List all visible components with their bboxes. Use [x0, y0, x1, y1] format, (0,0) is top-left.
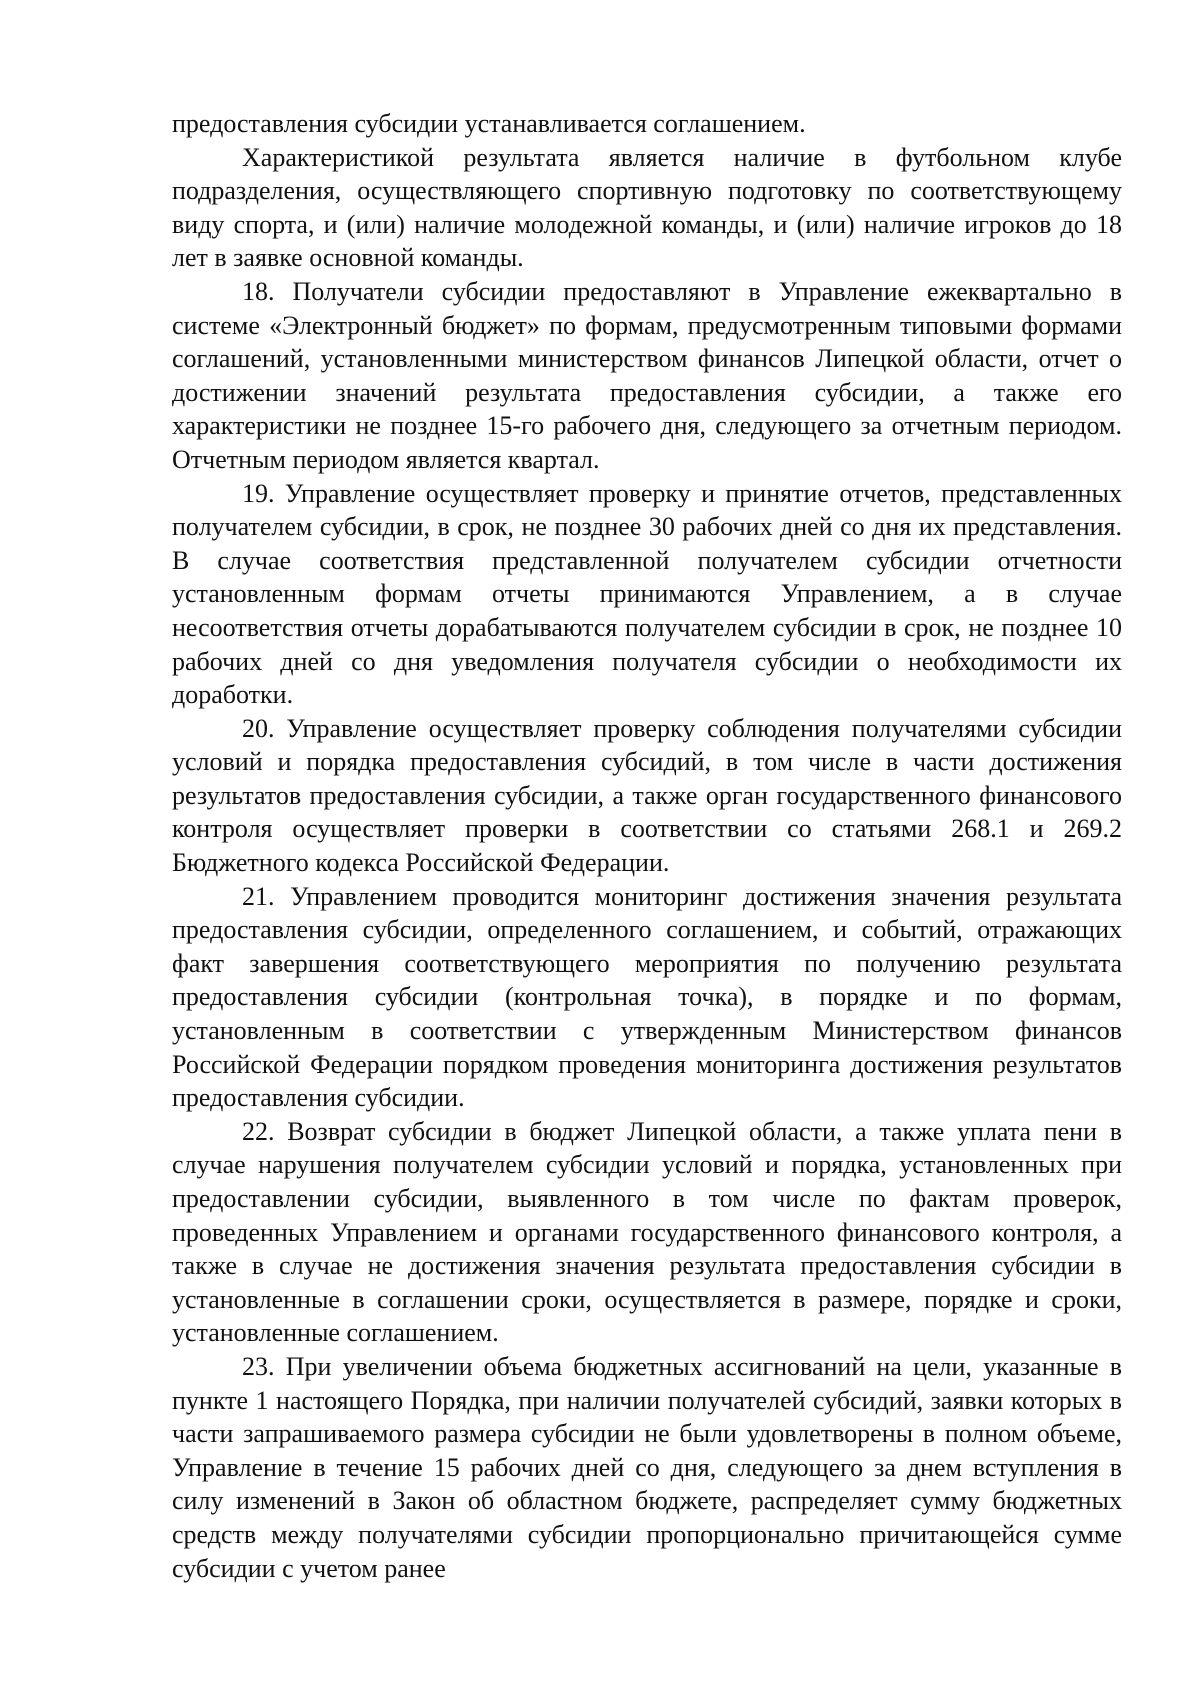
paragraph-18: 18. Получатели субсидии предоставляют в Управление ежеквартально в системе «Электронный бюджет» по формам, предусмотренным типовыми формами соглашений, установленными министерством финансов Липецкой области, отчет о достижении значений результата предоставления субсидии, а также его характеристики не позднее 15-го рабочего дня, следующего за отчетным периодом. Отчетным периодом является квартал.: [172, 276, 1122, 474]
document-body: [172, 107, 1122, 1585]
paragraph-19: 19. Управление осуществляет проверку и принятие отчетов, представленных получателем субсидии, в срок, не позднее 30 рабочих дней со дня их представления. В случае соответствия представленной получателем субсидии отчетности установленным формам отчеты принимаются Управлением, а в случае несоответствия отчеты дорабатываются получателем субсидии в срок, не позднее 10 рабочих дней со дня уведомления получателя субсидии о необходимости их доработки.: [172, 478, 1122, 710]
paragraph-23: 23. При увеличении объема бюджетных ассигнований на цели, указанные в пункте 1 настоящего Порядка, при наличии получателей субсидий, заявки которых в части запрашиваемого размера субсидии не были удовлетворены в полном объеме, Управление в течение 15 рабочих дней со дня, следующего за днем вступления в силу изменений в Закон об областном бюджете, распределяет сумму бюджетных средств между получателями субсидии пропорционально причитающейся сумме субсидии с учетом ранее: [172, 1351, 1122, 1583]
paragraph-20: 20. Управление осуществляет проверку соблюдения получателями субсидии условий и порядка предоставления субсидий, в том числе в части достижения результатов предоставления субсидии, а также орган государственного финансового контроля осуществляет проверки в соответствии со статьями 268.1 и 269.2 Бюджетного кодекса Российской Федерации.: [172, 713, 1122, 878]
paragraph-continuation: предоставления субсидии устанавливается соглашением.: [172, 109, 806, 138]
paragraph-result-characteristic: Характеристикой результата является наличие в футбольном клубе подразделения, осуществляющего спортивную подготовку по соответствующему виду спорта, и (или) наличие молодежной команды, и (или) наличие игроков до 18 лет в заявке основной команды.: [172, 142, 1122, 273]
paragraph-22: 22. Возврат субсидии в бюджет Липецкой области, а также уплата пени в случае нарушения получателем субсидии условий и порядка, установленных при предоставлении субсидии, выявленного в том числе по фактам проверок, проведенных Управлением и органами государственного финансового контроля, а также в случае не достижения значения результата предоставления субсидии в установленные в соглашении сроки, осуществляется в размере, порядке и сроки, установленные соглашением.: [172, 1116, 1122, 1348]
paragraph-21: 21. Управлением проводится мониторинг достижения значения результата предоставления субсидии, определенного соглашением, и событий, отражающих факт завершения соответствующего мероприятия по получению результата предоставления субсидии (контрольная точка), в порядке и по формам, установленным в соответствии с утвержденным Министерством финансов Российской Федерации порядком проведения мониторинга достижения результатов предоставления субсидии.: [172, 881, 1122, 1113]
